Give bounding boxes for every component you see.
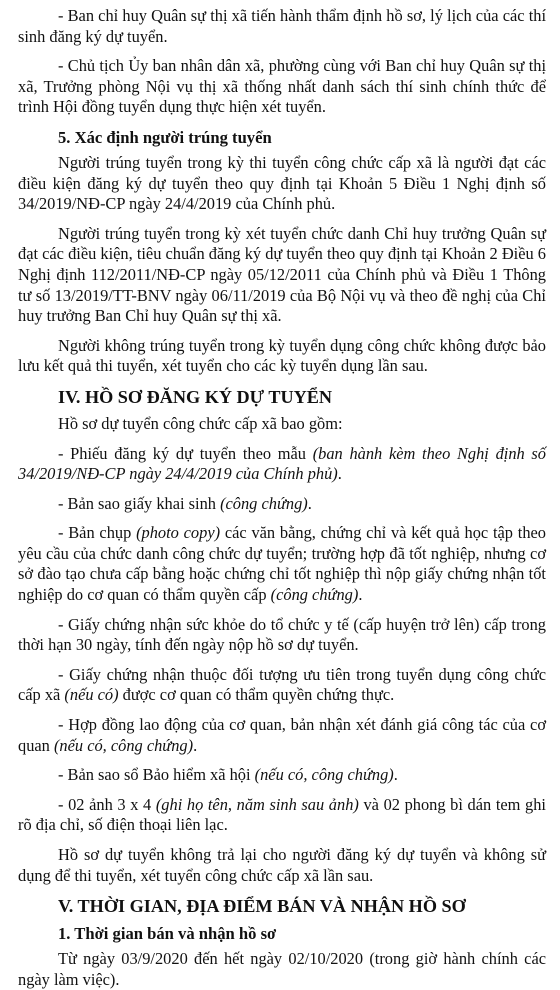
paragraph-diplomas: - Bản chụp (photo copy) các văn bằng, chứng chỉ và kết quả học tập theo yêu cầu của chức danh công chức dự tuyển; trường hợp đã tốt nghiệp, nhưng cơ sở đào tạo chưa cấp bằng hoặc chứng chỉ tốt nghiệp thì nộp giấy chứng nhận tốt nghiệp do cơ quan có thẩm quyền cấp (công chứng). <box>18 523 546 605</box>
paragraph-registration-form: - Phiếu đăng ký dự tuyển theo mẫu (ban hành kèm theo Nghị định số 34/2019/NĐ-CP ngày 24/4/2019 của Chính phủ). <box>18 443 546 484</box>
paragraph-photos-envelopes: - 02 ảnh 3 x 4 (ghi họ tên, năm sinh sau ảnh) và 02 phong bì dán tem ghi rõ địa chỉ, số điện thoại liên lạc. <box>18 794 546 835</box>
paragraph-dossier-not-returned: Hồ sơ dự tuyển không trả lại cho người đăng ký dự tuyển và không sử dụng để thi tuyển, xét tuyển công chức cấp xã lần sau. <box>18 845 546 885</box>
paragraph-sale-period: Từ ngày 03/9/2020 đến hết ngày 02/10/2020 (trong giờ hành chính các ngày làm việc). <box>18 949 546 989</box>
paragraph-exam-winner: Người trúng tuyển trong kỳ thi tuyển công chức cấp xã là người đạt các điều kiện đăng ký dự tuyển theo quy định tại Khoản 5 Điều 1 Nghị định số 34/2019/NĐ-CP ngày 24/4/2019 của Chính phủ. <box>18 152 546 214</box>
heading-section-V-1: 1. Thời gian bán và nhận hồ sơ <box>58 924 277 944</box>
paragraph-military-review: - Ban chỉ huy Quân sự thị xã tiến hành thẩm định hồ sơ, lý lịch của các thí sinh đăng ký dự tuyển. <box>18 6 546 46</box>
paragraph-no-reservation: Người không trúng tuyển trong kỳ tuyển dụng công chức không được bảo lưu kết quả thi tuyển, xét tuyển cho các kỳ tuyển dụng lần sau. <box>18 335 546 376</box>
heading-section-IV: IV. HỒ SƠ ĐĂNG KÝ DỰ TUYỂN <box>58 386 333 407</box>
paragraph-birth-certificate: - Bản sao giấy khai sinh (công chứng). <box>58 493 312 513</box>
heading-section-5: 5. Xác định người trúng tuyển <box>58 127 272 147</box>
paragraph-dossier-intro: Hồ sơ dự tuyển công chức cấp xã bao gồm: <box>58 413 343 433</box>
paragraph-health-certificate: - Giấy chứng nhận sức khỏe do tổ chức y tế (cấp huyện trở lên) cấp trong thời hạn 30 ngày, tính đến ngày nộp hồ sơ dự tuyển. <box>18 614 546 655</box>
paragraph-chairman-list: - Chủ tịch Ủy ban nhân dân xã, phường cùng với Ban chỉ huy Quân sự thị xã, Trưởng phòng Nội vụ thị xã thống nhất danh sách thí sinh chính thức để trình Hội đồng tuyển dụng thực hiện xét tuyển. <box>18 56 546 117</box>
paragraph-priority-certificate: - Giấy chứng nhận thuộc đối tượng ưu tiên trong tuyển dụng công chức cấp xã (nếu có) được cơ quan có thẩm quyền chứng thực. <box>18 664 546 705</box>
paragraph-military-commander-winner: Người trúng tuyển trong kỳ xét tuyển chức danh Chỉ huy trưởng Quân sự đạt các điều kiện, tiêu chuẩn đăng ký dự tuyển theo quy định tại Khoản 2 Điều 6 Nghị định 112/2011/NĐ-CP ngày 05/12/2011 của Chính phủ và Điều 1 Thông tư số 13/2019/TT-BNV ngày 06/11/2019 của Bộ Nội vụ và theo đề nghị của Chỉ huy trưởng Ban Chỉ huy Quân sự thị xã. <box>18 223 546 326</box>
paragraph-labor-contract: - Hợp đồng lao động của cơ quan, bản nhận xét đánh giá công tác của cơ quan (nếu có, công chứng). <box>18 715 546 755</box>
heading-section-V: V. THỜI GIAN, ĐỊA ĐIỂM BÁN VÀ NHẬN HỒ SƠ <box>58 896 466 917</box>
paragraph-social-insurance: - Bản sao sổ Bảo hiểm xã hội (nếu có, công chứng). <box>58 765 398 785</box>
